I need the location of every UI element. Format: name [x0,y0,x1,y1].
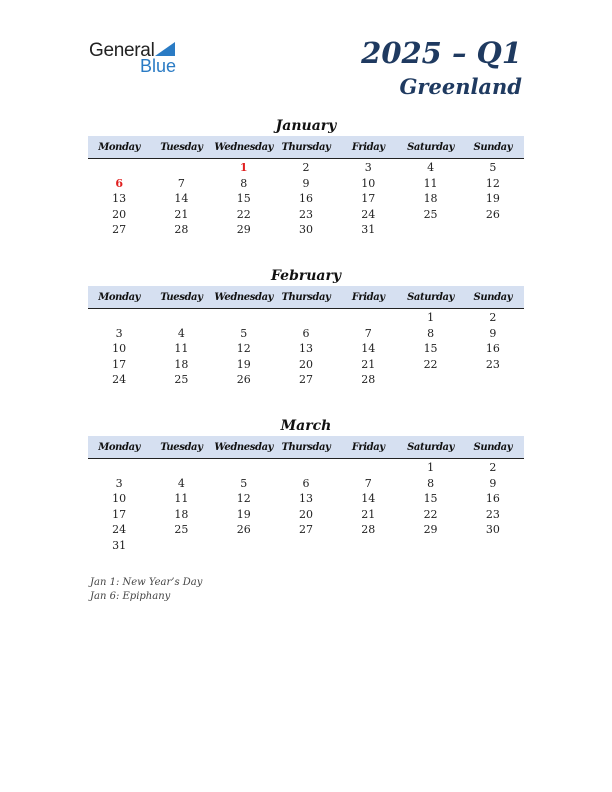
day-cell: 13 [298,342,313,355]
day-cell: 12 [485,176,500,190]
day-cell: 4 [177,476,185,490]
day-cell [337,310,399,326]
logo-flag-icon [155,42,175,56]
day-cell: 4 [177,326,185,340]
holiday-day-cell: 6 [115,176,123,190]
page-title: 2025 – Q1 [361,36,522,70]
weekday-label: Saturday [407,291,455,303]
day-cell: 5 [489,161,497,174]
day-cell: 15 [423,342,438,355]
logo-general-text: General [89,40,155,61]
day-cell [399,538,461,554]
day-cell: 21 [361,507,376,521]
logo-blue-text: Blue [140,56,177,76]
day-cell: 8 [427,476,435,490]
day-cell: 19 [236,357,251,371]
day-cell [462,372,524,388]
day-cell: 16 [298,192,313,205]
day-cell: 28 [361,373,376,386]
day-cell: 16 [485,492,500,505]
day-cell [275,460,337,476]
day-cell: 11 [174,492,189,505]
day-cell: 7 [364,326,372,340]
day-cell: 9 [302,176,310,190]
day-cell: 15 [236,192,251,205]
day-cell: 4 [427,161,435,174]
weekday-label: Sunday [473,141,513,153]
day-cell [462,222,524,238]
month-title: March [280,418,332,434]
day-cell [462,538,524,554]
day-cell: 20 [112,207,127,221]
day-grid [88,159,524,238]
day-cell: 17 [112,507,127,521]
day-cell: 12 [236,492,251,505]
day-cell: 13 [112,192,127,205]
day-cell: 22 [423,357,438,371]
day-cell: 31 [361,223,376,236]
month-january [88,116,524,238]
day-cell: 25 [174,373,189,386]
day-cell: 12 [236,342,251,355]
day-cell: 24 [112,373,127,386]
day-cell: 28 [361,523,376,536]
day-cell: 7 [364,476,372,490]
day-cell: 25 [174,523,189,536]
day-cell [88,160,150,176]
day-cell: 22 [423,507,438,521]
day-cell: 6 [302,476,310,490]
weekday-label: Sunday [473,291,513,303]
day-cell: 19 [236,507,251,521]
day-cell [399,372,461,388]
day-cell: 17 [361,192,376,205]
day-cell: 14 [361,492,376,505]
day-cell: 8 [427,326,435,340]
day-cell: 24 [112,523,127,536]
day-cell: 9 [489,326,497,340]
day-cell: 24 [361,207,376,221]
day-cell: 27 [112,223,127,236]
weekday-label: Wednesday [214,441,274,453]
month-title: February [270,268,341,284]
day-cell: 10 [112,492,127,505]
weekday-label: Tuesday [160,141,203,153]
day-cell: 10 [361,176,376,190]
weekday-label: Saturday [407,141,455,153]
day-grid [88,309,524,388]
logo [89,40,189,76]
day-cell: 5 [240,326,248,340]
day-cell: 9 [489,476,497,490]
weekday-label: Tuesday [160,441,203,453]
day-cell [150,310,212,326]
day-grid [88,459,524,553]
weekday-label: Friday [351,141,385,153]
day-cell [88,310,150,326]
day-cell: 3 [364,161,372,174]
day-cell: 6 [302,326,310,340]
day-cell: 10 [112,342,127,355]
day-cell: 18 [174,357,189,371]
holiday-note: Jan 6: Epiphany [90,590,171,602]
day-cell: 3 [115,476,123,490]
day-cell: 21 [361,357,376,371]
day-cell: 13 [298,492,313,505]
month-february [88,266,524,388]
day-cell: 17 [112,357,127,371]
weekday-label: Tuesday [160,291,203,303]
day-cell: 19 [485,192,500,205]
month-march [88,416,524,553]
day-cell: 28 [174,223,189,236]
day-cell: 25 [423,207,438,221]
day-cell: 7 [177,176,185,190]
month-title: January [275,118,337,134]
day-cell [88,460,150,476]
day-cell: 30 [298,223,313,236]
day-cell [337,460,399,476]
holiday-notes [90,576,202,603]
weekday-header [88,436,524,459]
day-cell: 27 [298,523,313,536]
day-cell: 22 [236,207,251,221]
weekday-label: Friday [351,291,385,303]
day-cell: 14 [361,342,376,355]
day-cell: 2 [302,161,310,174]
weekday-label: Monday [98,441,141,453]
day-cell: 18 [423,192,438,205]
day-cell: 26 [236,523,251,536]
day-cell: 16 [485,342,500,355]
day-cell: 1 [427,311,435,324]
weekday-label: Thursday [281,441,331,453]
weekday-label: Wednesday [214,141,274,153]
day-cell [213,310,275,326]
day-cell [275,538,337,554]
weekday-header [88,286,524,309]
day-cell: 23 [485,507,500,521]
weekday-label: Monday [98,291,141,303]
day-cell: 30 [485,523,500,536]
day-cell: 11 [174,342,189,355]
day-cell: 1 [427,461,435,474]
weekday-label: Saturday [407,441,455,453]
day-cell [150,160,212,176]
weekday-label: Thursday [281,291,331,303]
day-cell: 23 [298,207,313,221]
day-cell [337,538,399,554]
day-cell: 18 [174,507,189,521]
day-cell: 29 [423,523,438,536]
day-cell [150,460,212,476]
day-cell: 2 [489,461,497,474]
page-subtitle: Greenland [399,74,522,99]
day-cell: 5 [240,476,248,490]
day-cell [275,310,337,326]
day-cell: 21 [174,207,189,221]
day-cell [399,222,461,238]
day-cell: 26 [485,207,500,221]
weekday-label: Thursday [281,141,331,153]
weekday-label: Sunday [473,441,513,453]
holiday-note: Jan 1: New Year’s Day [90,577,203,588]
day-cell: 26 [236,373,251,386]
holiday-day-cell: 1 [239,161,248,174]
day-cell [150,538,212,554]
day-cell: 31 [112,538,127,552]
day-cell: 3 [115,326,123,340]
weekday-label: Monday [98,141,141,153]
day-cell: 11 [423,176,438,190]
weekday-label: Friday [351,441,385,453]
day-cell: 29 [236,223,251,236]
day-cell: 20 [298,357,313,371]
day-cell: 14 [174,192,189,205]
weekday-label: Wednesday [214,291,274,303]
day-cell: 23 [485,357,500,371]
day-cell: 20 [298,507,313,521]
day-cell [213,460,275,476]
day-cell: 2 [489,311,497,324]
day-cell: 15 [423,492,438,505]
day-cell: 8 [240,176,248,190]
weekday-header [88,136,524,159]
day-cell: 27 [298,373,313,386]
day-cell [213,538,275,554]
